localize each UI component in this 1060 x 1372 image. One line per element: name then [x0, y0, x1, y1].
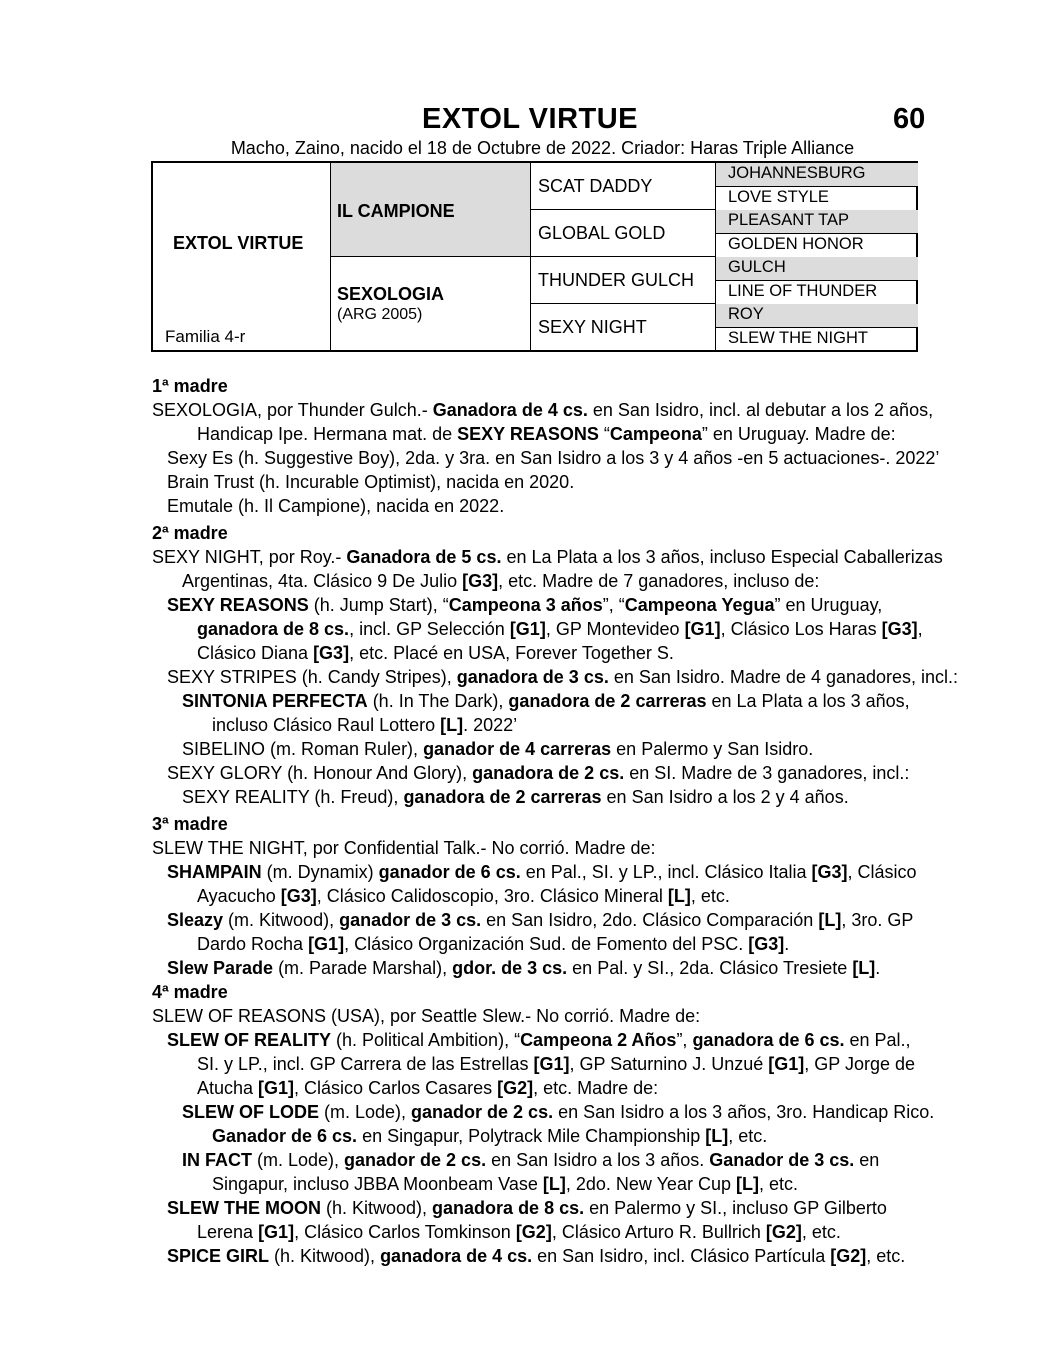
- section-heading: 1ª madre: [152, 376, 228, 396]
- dam-name: SEXOLOGIA: [337, 284, 445, 304]
- pedigree-ancestor: PLEASANT TAP: [716, 210, 918, 234]
- horse-subtitle: Macho, Zaino, nacido el 18 de Octubre de 2022. Criador: Haras Triple Alliance: [230, 138, 855, 158]
- lot-number: 60: [893, 103, 926, 135]
- pedigree-ancestor: SLEW THE NIGHT: [728, 329, 868, 347]
- horse-title: EXTOL VIRTUE: [421, 103, 639, 135]
- pedigree-horse-name: EXTOL VIRTUE: [173, 233, 304, 253]
- produce-line: Sexy Es (h. Suggestive Boy), 2da. y 3ra. en San Isidro a los 3 y 4 años -en 5 actuaciones-. 2022’: [167, 448, 940, 468]
- pedigree-table: [151, 161, 918, 352]
- pedigree-ancestor: GOLDEN HONOR: [716, 234, 918, 258]
- pedigree-ancestor: ROY: [716, 304, 918, 328]
- pedigree-grandsire: THUNDER GULCH: [531, 257, 716, 304]
- pedigree-horse-cell: [153, 163, 331, 350]
- pedigree-dam: [331, 257, 531, 350]
- dam-paragraph: SEXOLOGIA, por Thunder Gulch.- Ganadora de 4 cs. en San Isidro, incl. al debutar a los 2 años,: [152, 400, 934, 420]
- pedigree-ancestor: LINE OF THUNDER: [716, 281, 918, 305]
- pedigree-ancestor: LOVE STYLE: [716, 187, 918, 211]
- produce-record: 1ª madre SEXOLOGIA, por Thunder Gulch.- Ganadora de 4 cs. en San Isidro, incl. al debutar a los 2 años, Handicap Ipe. Hermana mat. de SEXY REASONS “Campeona” en Uruguay. Madre de: Sexy Es (h. Suggestive Boy), 2da. y 3ra. en San Isidro a los 3 y 4 años -en 5 actuaciones-. 2022’ Brain Trust (h. Incurable Optimist), nacida en 2020. Emutale (h. Il Campione), nacida en 2022. 2ª madre SEXY NIGHT, por Roy.- Ganadora de 5 cs. en La Plata a los 3 años, incluso Especial Caballerizas Argentinas, 4ta. Clásico 9 De Julio [G3], etc. Madre de 7 ganadores, incluso de: SEXY REASONS (h. Jump Start), “Campeona 3 años”, “Campeona Yegua” en Uruguay, ganadora de 8 cs., incl. GP Selección [G1], GP Montevideo [G1], Clásico Los Haras [G3], Clásico Diana [G3], etc. Placé en USA, Forever Together S. SEXY STRIPES (h. Candy Stripes), ganadora de 3 cs. en San Isidro. Madre de 4 ganadores, incl.: SINTONIA PERFECTA (h. In The Dark), ganadora de 2 carreras en La Plata a los 3 años, incluso Clásico Raul Lottero [L]. 2022’ SIBELINO (m. Roman Ruler), ganador de 4 carreras en Palermo y San Isidro. SEXY GLORY (h. Honour And Glory), ganadora de 2 cs. en SI. Madre de 3 ganadores, incl.: SEXY REALITY (h. Freud), ganadora de 2 carreras en San Isidro a los 2 y 4 años. 3ª madre SLEW THE NIGHT, por Confidential Talk.- No corrió. Madre de: SHAMPAIN (m. Dynamix) ganador de 6 cs. en Pal., SI. y LP., incl. Clásico Italia [G3], Clásico Ayacucho [G3], Clásico Calidoscopio, 3ro. Clásico Mineral [L], etc. Sleazy (m. Kitwood), ganador de 3 cs. en San Isidro, 2do. Clásico Comparación [L], 3ro. GP Dardo Rocha [G1], Clásico Organización Sud. de Fomento del PSC. [G3]. Slew Parade (m. Parade Marshal), gdor. de 3 cs. en Pal. y SI., 2da. Clásico Tresiete [L]. 4ª madre SLEW OF REASONS (USA), por Seattle Slew.- No corrió. Madre de: SLEW OF REALITY (h. Political Ambition), “Campeona 2 Años”, ganadora de 6 cs. en Pal., SI. y LP., incl. GP Carrera de las Estrellas [G1], GP Saturnino J. Unzué [G1], GP Jorge de Atucha [G1], Clásico Carlos Casares [G2], etc. Madre de: SLEW OF LODE (m. Lode), ganador de 2 cs. en San Isidro a los 3 años, 3ro. Handicap Rico. Ganador de 6 cs. en Singapur, Polytrack Mile Championship [L], etc. IN FACT (m. Lode), ganador de 2 cs. en San Isidro a los 3 años. Ganador de 3 cs. en Singapur, incluso JBBA Moonbeam Vase [L], 2do. New Year Cup [L], etc. SLEW THE MOON (h. Kitwood), ganadora de 8 cs. en Palermo y SI., incluso GP Gilberto Lerena [G1], Clásico Carlos Tomkinson [G2], Clásico Arturo R. Bullrich [G2], etc. SPICE GIRL (h. Kitwood), ganadora de 4 cs. en San Isidro, incl. Clásico Partícula [G2], etc.: [152, 376, 959, 1266]
- section-heading: 3ª madre: [152, 814, 228, 834]
- dam-origin: (ARG 2005): [337, 306, 423, 323]
- section-heading: 4ª madre: [152, 982, 228, 1002]
- pedigree-grandsire: SEXY NIGHT: [531, 304, 716, 350]
- pedigree-ancestor: GULCH: [716, 257, 918, 281]
- pedigree-family: Familia 4-r: [165, 327, 246, 346]
- pedigree-grandsire: SCAT DADDY: [531, 163, 716, 210]
- sire-name: IL CAMPIONE: [337, 201, 455, 221]
- pedigree-grandsire: GLOBAL GOLD: [531, 210, 716, 257]
- pedigree-ancestor: JOHANNESBURG: [716, 163, 918, 187]
- produce-line: Brain Trust (h. Incurable Optimist), nacida en 2020.: [167, 472, 575, 492]
- section-heading: 2ª madre: [152, 523, 228, 543]
- pedigree-sire: [331, 163, 531, 257]
- produce-line: Emutale (h. Il Campione), nacida en 2022.: [167, 496, 505, 516]
